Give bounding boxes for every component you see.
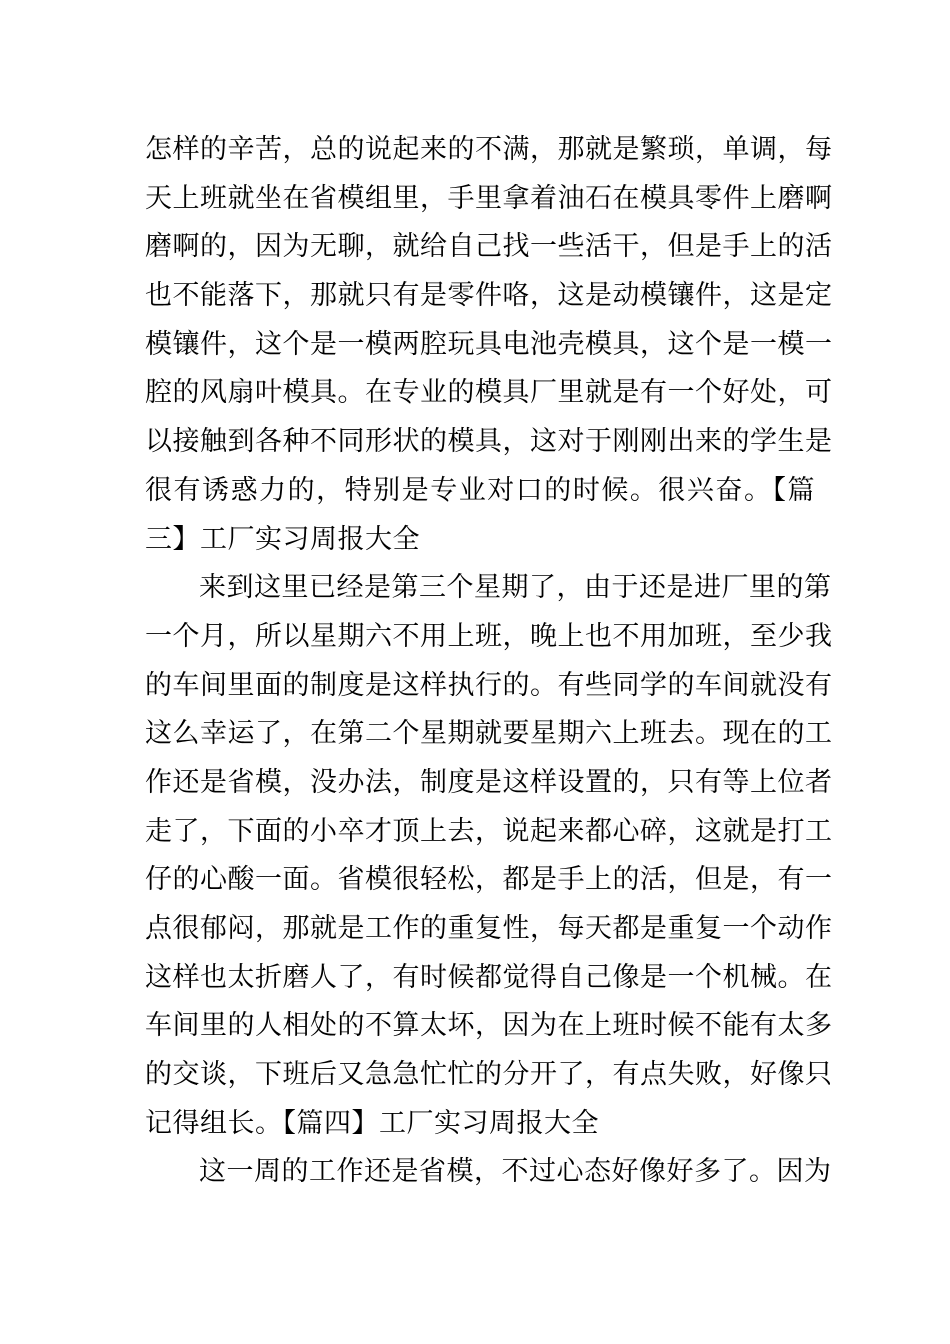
text-line: 腔的风扇叶模具。在专业的模具厂里就是有一个好处，可 — [145, 377, 833, 409]
text-line: 一个月，所以星期六不用上班，晚上也不用加班，至少我 — [145, 620, 833, 652]
text-line: 点很郁闷，那就是工作的重复性，每天都是重复一个动作 — [145, 913, 833, 944]
text-line: 的车间里面的制度是这样执行的。有些同学的车间就没有 — [145, 669, 833, 701]
text-line: 很有诱惑力的，特别是专业对口的时候。很兴奋。【篇 — [145, 474, 815, 506]
text-line: 模镶件，这个是一模两腔玩具电池壳模具，这个是一模一 — [145, 328, 833, 360]
text-line: 的交谈，下班后又急急忙忙的分开了，有点失败，好像只 — [145, 1059, 833, 1091]
text-line: 磨啊的，因为无聊，就给自己找一些活干，但是手上的活 — [145, 231, 833, 263]
paragraph-first-line: 来到这里已经是第三个星期了，由于还是进厂里的第 — [199, 572, 832, 604]
text-line: 作还是省模，没办法，制度是这样设置的，只有等上位者 — [145, 766, 833, 798]
text-line: 走了，下面的小卒才顶上去，说起来都心碎，这就是打工 — [145, 815, 833, 847]
body-text — [145, 126, 833, 1197]
text-line: 车间里的人相处的不算太坏，因为在上班时候不能有太多 — [145, 1010, 833, 1042]
text-line: 这么幸运了，在第二个星期就要星期六上班去。现在的工 — [145, 718, 833, 750]
section-heading-line: 三】工厂实习周报大全 — [145, 523, 420, 555]
text-line: 也不能落下，那就只有是零件咯，这是动模镶件，这是定 — [145, 280, 833, 312]
text-line: 这样也太折磨人了，有时候都觉得自己像是一个机械。在 — [145, 961, 833, 993]
text-line: 天上班就坐在省模组里，手里拿着油石在模具零件上磨啊 — [145, 182, 833, 214]
text-line: 仔的心酸一面。省模很轻松，都是手上的活，但是，有一 — [145, 864, 833, 896]
paragraph-first-line: 这一周的工作还是省模，不过心态好像好多了。因为 — [199, 1156, 832, 1188]
text-line: 以接触到各种不同形状的模具，这对于刚刚出来的学生是 — [145, 426, 833, 458]
text-line: 怎样的辛苦，总的说起来的不满，那就是繁琐，单调，每 — [145, 134, 833, 165]
section-heading-line: 记得组长。【篇四】工厂实习周报大全 — [145, 1107, 599, 1139]
